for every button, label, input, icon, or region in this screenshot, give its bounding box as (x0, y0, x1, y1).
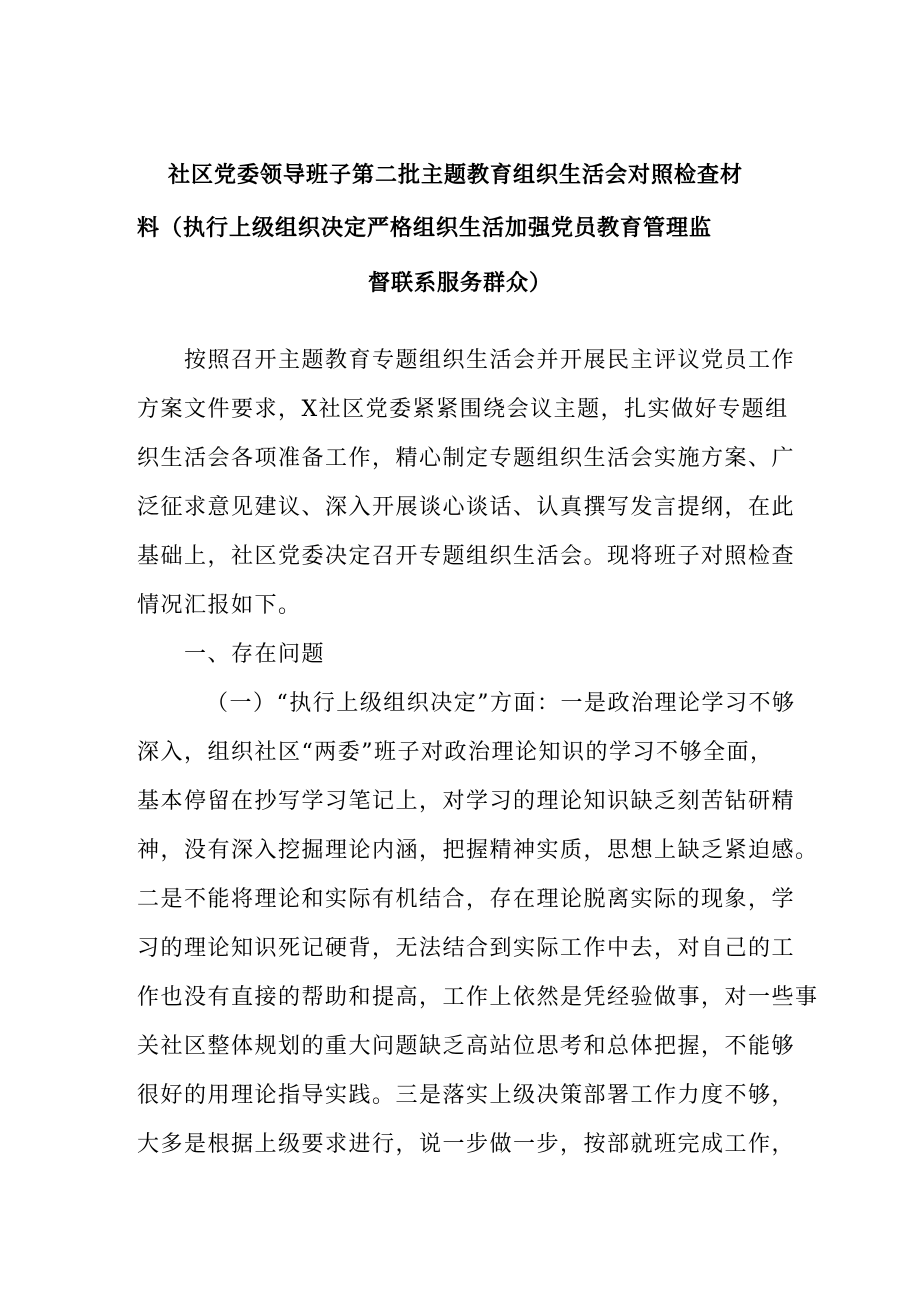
body-line: 织生活会各项准备工作，精心制定专题组织生活会实施方案、广 (137, 446, 796, 471)
body-line: 作也没有直接的帮助和提高，工作上依然是凭经验做事，对一些事 (137, 985, 819, 1010)
body-line: 情况汇报如下。 (137, 593, 302, 618)
body-line: （一）“执行上级组织决定”方面：一是政治理论学习不够 (206, 691, 796, 716)
body-line: 按照召开主题教育专题组织生活会并开展民主评议党员工作 (184, 348, 796, 373)
document-title-line-1: 社区党委领导班子第二批主题教育组织生活会对照检查材 (168, 162, 744, 188)
body-line: 大多是根据上级要求进行，说一步做一步，按部就班完成工作， (137, 1132, 796, 1157)
body-line: 二是不能将理论和实际有机结合，存在理论脱离实际的现象，学 (137, 887, 796, 912)
body-line: 基础上，社区党委决定召开专题组织生活会。现将班子对照检查 (137, 544, 796, 569)
body-line: 基本停留在抄写学习笔记上，对学习的理论知识缺乏刻苦钻研精 (137, 789, 796, 814)
body-line: 泛征求意见建议、深入开展谈心谈话、认真撰写发言提纲，在此 (137, 495, 796, 520)
section-heading: 一、存在问题 (184, 642, 326, 667)
body-line: 深入，组织社区“两委”班子对政治理论知识的学习不够全面， (137, 740, 774, 765)
document-title-line-2: 料（执行上级组织决定严格组织生活加强党员教育管理监 (137, 215, 713, 241)
body-line: 很好的用理论指导实践。三是落实上级决策部署工作力度不够， (137, 1083, 796, 1108)
body-line: 方案文件要求，X社区党委紧紧围绕会议主题，扎实做好专题组 (137, 397, 789, 422)
body-line: 关社区整体规划的重大问题缺乏高站位思考和总体把握，不能够 (137, 1034, 796, 1059)
body-line: 神，没有深入挖掘理论内涵，把握精神实质，思想上缺乏紧迫感。 (137, 838, 819, 863)
document-title-line-3: 督联系服务群众） (367, 270, 552, 296)
body-line: 习的理论知识死记硬背，无法结合到实际工作中去，对自己的工 (137, 936, 796, 961)
